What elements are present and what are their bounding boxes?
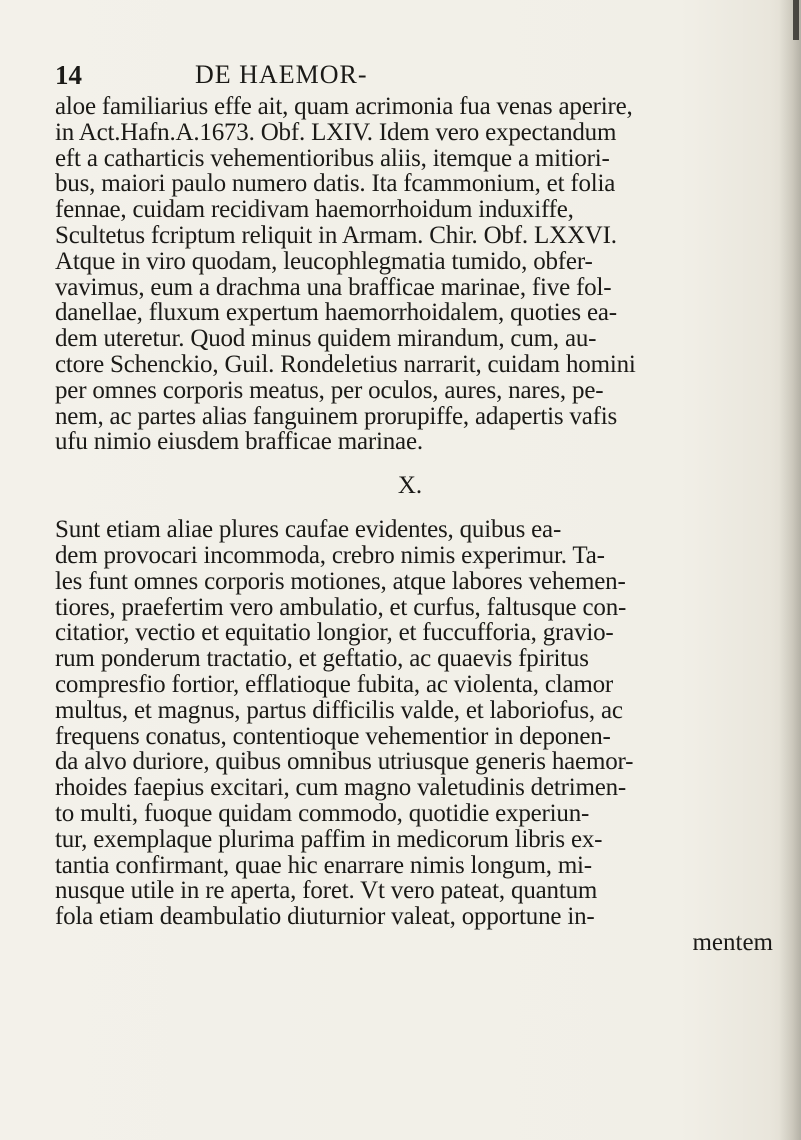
running-head: DE HAEMOR-: [195, 60, 368, 89]
section-numeral: X.: [397, 472, 423, 500]
text-line: compresfio fortior, efflatioque fubita, ac violenta, clamor: [55, 670, 614, 698]
text-line: nem, ac partes alias fanguinem prorupiffe, adapertis vafis: [55, 402, 618, 430]
text-line: per omnes corporis meatus, per oculos, aures, nares, pe-: [55, 376, 604, 404]
text-line: rhoides faepius excitari, cum magno valetudinis detrimen-: [55, 774, 627, 802]
catchword: mentem: [692, 928, 773, 956]
text-line: tantia confirmant, quae hic enarrare nimis longum, mi-: [55, 851, 592, 879]
text-line: frequens conatus, contentioque vehementior in deponen-: [55, 722, 611, 750]
text-line: to multi, fuoque quidam commodo, quotidie experiun-: [55, 799, 590, 827]
text-line: eft a catharticis vehementioribus aliis, itemque a mitiori-: [55, 144, 610, 172]
text-line: Atque in viro quodam, leucophlegmatia tumido, obfer-: [55, 247, 593, 275]
binding-mark: [793, 0, 799, 40]
text-line: da alvo duriore, quibus omnibus utriusque generis haemor-: [55, 748, 634, 776]
paragraph-2: [55, 517, 775, 930]
text-line: citatior, vectio et equitatio longior, et fuccufforia, gravio-: [55, 619, 614, 647]
text-line: tur, exemplaque plurima paffim in medicorum libris ex-: [55, 825, 603, 853]
text-line: multus, et magnus, partus difficilis valde, et laboriofus, ac: [55, 696, 623, 724]
text-line: aloe familiarius effe ait, quam acrimonia fua venas aperire,: [55, 93, 633, 120]
text-line: ufu nimio eiusdem brafficae marinae.: [55, 428, 423, 456]
text-line: fola etiam deambulatio diuturnior valeat, opportune in-: [55, 903, 595, 931]
page-number: 14: [55, 60, 82, 90]
text-line: rum ponderum tractatio, et geftatio, ac quaevis fpiritus: [55, 645, 589, 673]
text-line: fennae, cuidam recidivam haemorrhoidum induxiffe,: [55, 196, 574, 224]
page-edge-shadow: [779, 0, 801, 1140]
text-line: Scultetus fcriptum reliquit in Armam. Chir. Obf. LXXVI.: [55, 221, 617, 249]
text-line: in Act.Hafn.A.1673. Obf. LXIV. Idem vero expectandum: [55, 118, 617, 146]
text-line: ctore Schenckio, Guil. Rondeletius narrarit, cuidam homini: [55, 350, 636, 378]
page-header: [55, 60, 755, 94]
text-line: les funt omnes corporis motiones, atque labores vehemen-: [55, 567, 626, 595]
body-text: [55, 94, 775, 956]
text-line: bus, maiori paulo numero datis. Ita fcammonium, et folia: [55, 170, 616, 198]
paragraph-1: [55, 94, 775, 455]
text-line: tiores, praefertim vero ambulatio, et curfus, faltusque con-: [55, 593, 627, 621]
text-line: vavimus, eum a drachma una brafficae marinae, five fol-: [55, 273, 612, 301]
text-line: nusque utile in re aperta, foret. Vt vero pateat, quantum: [55, 877, 598, 905]
text-line: danellae, fluxum expertum haemorrhoidalem, quoties ea-: [55, 299, 617, 327]
text-line: dem uteretur. Quod minus quidem mirandum, cum, au-: [55, 325, 597, 353]
text-line: dem provocari incommoda, crebro nimis experimur. Ta-: [55, 541, 605, 569]
text-line: Sunt etiam aliae plures caufae evidentes, quibus ea-: [55, 516, 562, 544]
